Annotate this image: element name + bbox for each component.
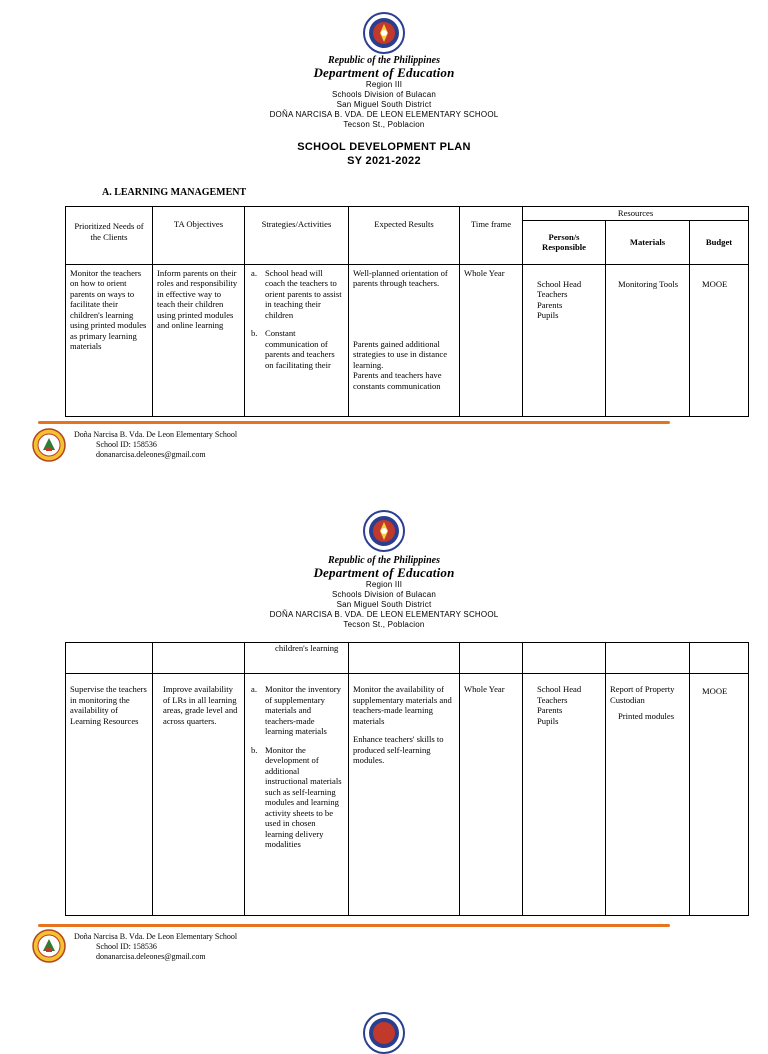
header-resources: Resources <box>523 207 749 221</box>
header-budget: Budget <box>690 220 749 264</box>
header-materials: Materials <box>606 220 690 264</box>
school-logo-icon <box>32 428 66 462</box>
accent-divider <box>38 924 670 927</box>
results-cell <box>349 264 460 416</box>
objective-cell: Improve availability of LRs in all learning areas, grade level and across quarters. <box>153 674 245 916</box>
result-text: Parents gained additional strategies to use in distance learning. <box>353 338 448 370</box>
deped-seal-icon <box>363 12 405 54</box>
table-row <box>66 643 749 674</box>
footer-school: Doña Narcisa B. Vda. De Leon Elementary School <box>74 932 238 941</box>
address-line: Tecson St., Poblacion <box>343 120 425 129</box>
region-line: Region III <box>365 80 403 89</box>
header-persons: Person/s Responsible <box>523 220 606 264</box>
strategy-cell <box>245 674 349 916</box>
strategy-cell <box>245 264 349 416</box>
result-text: Parents and teachers have constants communication <box>353 370 442 391</box>
letterhead <box>0 55 768 130</box>
table-row <box>66 264 749 416</box>
need-cell: Monitor the teachers on how to orient parents on ways to facilitate their children's learning using printed modules as primary learning materials <box>66 264 153 416</box>
need-cell: Supervise the teachers in monitoring the availability of Learning Resources <box>66 674 153 916</box>
plan-table-page-2 <box>65 642 749 916</box>
result-text: Monitor the availability of supplementary materials and teachers-made learning materials <box>353 684 452 726</box>
footer-contact <box>74 430 237 460</box>
school-line: DOÑA NARCISA B. VDA. DE LEON ELEMENTARY SCHOOL <box>269 610 499 619</box>
accent-divider <box>38 421 670 424</box>
footer-email: donanarcisa.deleones@gmail.com <box>96 450 206 459</box>
footer-email: donanarcisa.deleones@gmail.com <box>96 952 206 961</box>
header-strategies: Strategies/Activities <box>245 207 349 265</box>
plan-table-page-1 <box>65 206 749 417</box>
timeframe-cell: Whole Year <box>460 264 523 416</box>
budget-cell: MOOE <box>690 264 749 416</box>
division-line: Schools Division of Bulacan <box>331 90 437 99</box>
school-logo-icon <box>32 929 66 963</box>
footer-school-id: School ID: 158536 <box>96 942 157 951</box>
letterhead <box>0 555 768 630</box>
header-results: Expected Results <box>349 207 460 265</box>
region-line: Region III <box>365 580 403 589</box>
district-line: San Miguel South District <box>336 600 432 609</box>
title-line-1: SCHOOL DEVELOPMENT PLAN <box>297 141 471 153</box>
result-text: Enhance teachers' skills to produced self-learning modules. <box>353 734 444 765</box>
header-needs: Prioritized Needs of the Clients <box>66 207 153 265</box>
footer-school-id: School ID: 158536 <box>96 440 157 449</box>
section-heading: A. LEARNING MANAGEMENT <box>102 187 247 198</box>
deped-seal-icon <box>363 1012 405 1054</box>
department-line: Department of Education <box>313 565 455 580</box>
deped-seal-icon <box>363 510 405 552</box>
budget-cell: MOOE <box>690 674 749 916</box>
strategy-item: b. Monitor the development of additional instructional materials such as self-learning modules and learning activity sheets to be used in chosen learning delivery modalities <box>251 744 342 849</box>
materials-cell: Report of Property Custodian Printed modules <box>606 674 690 916</box>
strategy-item: a. School head will coach the teachers to orient parents to assist in teaching their children <box>251 267 342 320</box>
district-line: San Miguel South District <box>336 100 432 109</box>
division-line: Schools Division of Bulacan <box>331 590 437 599</box>
persons-cell: School Head Teachers Parents Pupils <box>523 674 606 916</box>
materials-cell: Monitoring Tools <box>606 264 690 416</box>
header-objectives: TA Objectives <box>153 207 245 265</box>
footer-contact <box>74 932 237 962</box>
table-row <box>66 674 749 916</box>
strategy-item: a. Monitor the inventory of supplementary materials and teachers-made learning materials <box>251 684 341 736</box>
timeframe-cell: Whole Year <box>460 674 523 916</box>
school-line: DOÑA NARCISA B. VDA. DE LEON ELEMENTARY SCHOOL <box>269 110 499 119</box>
result-text: Well-planned orientation of parents through teachers. <box>353 267 448 288</box>
objective-cell: Inform parents on their roles and responsibility in effective way to teach their children using printed modules and online learning <box>153 264 245 416</box>
document-title <box>0 140 768 168</box>
address-line: Tecson St., Poblacion <box>343 620 425 629</box>
persons-cell: School Head Teachers Parents Pupils <box>523 264 606 416</box>
strategy-continued-cell: children's learning <box>245 643 349 674</box>
title-line-2: SY 2021-2022 <box>347 155 421 167</box>
strategy-item: b. Constant communication of parents and teachers on facilitating their <box>251 328 335 370</box>
footer-school: Doña Narcisa B. Vda. De Leon Elementary School <box>74 430 238 439</box>
republic-line: Republic of the Philippines <box>328 555 440 566</box>
results-cell <box>349 674 460 916</box>
department-line: Department of Education <box>313 65 455 80</box>
republic-line: Republic of the Philippines <box>328 55 440 66</box>
header-timeframe: Time frame <box>460 207 523 265</box>
